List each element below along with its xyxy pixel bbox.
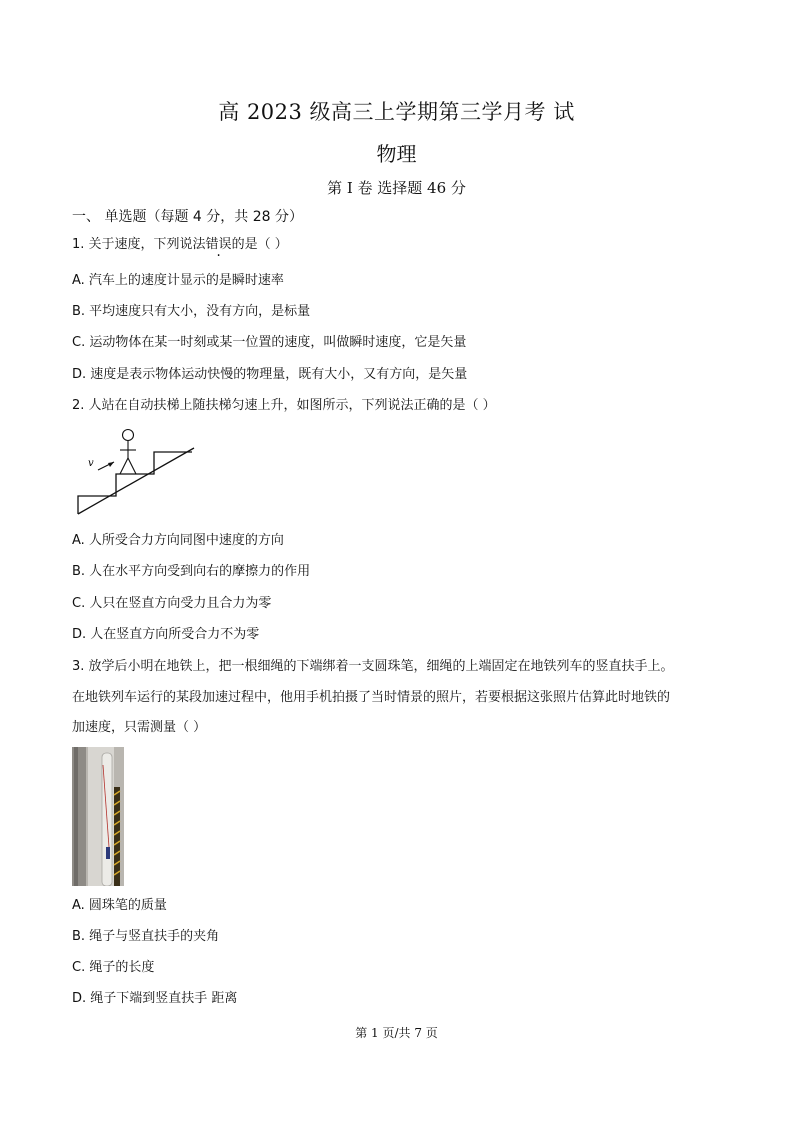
part-title: 第 I 卷 选择题 46 分 <box>327 179 466 197</box>
q1-stem-emphasis: 错误 <box>205 237 232 252</box>
question-1-stem <box>72 236 288 254</box>
velocity-label: v <box>88 458 94 469</box>
escalator-incline <box>78 448 194 514</box>
page-number: 第 1 页/共 7 页 <box>355 1026 438 1040</box>
q3-option-b: B. 绳子与竖直扶手的夹角 <box>72 929 220 944</box>
q1-option-c: C. 运动物体在某一时刻或某一位置的速度，叫做瞬时速度，它是矢量 <box>72 335 467 350</box>
q3-option-c: C. 绳子的长度 <box>72 960 155 975</box>
escalator-figure <box>74 428 200 518</box>
question-3-stem-line-3: 加速度，只需测量（ ） <box>72 720 207 735</box>
q3-option-a: A. 圆珠笔的质量 <box>72 898 167 913</box>
section-heading: 一、 单选题（每题 4 分，共 28 分） <box>72 209 303 225</box>
pen-icon <box>106 847 110 859</box>
q2-option-c: C. 人只在竖直方向受力且合力为零 <box>72 596 272 611</box>
person-head-icon <box>123 430 134 441</box>
person-left-leg <box>120 458 128 474</box>
q1-stem-after: 的是（ ） <box>231 237 288 252</box>
subway-photo <box>72 747 124 886</box>
person-right-leg <box>128 458 136 474</box>
q1-option-b: B. 平均速度只有大小，没有方向，是标量 <box>72 304 311 319</box>
q1-option-d: D. 速度是表示物体运动快慢的物理量，既有大小，又有方向，是矢量 <box>72 367 468 382</box>
q2-option-b: B. 人在水平方向受到向右的摩擦力的作用 <box>72 564 311 579</box>
q3-option-d: D. 绳子下端到竖直扶手 距离 <box>72 991 238 1006</box>
q1-stem-before: 1. 关于速度，下列说法 <box>72 237 206 252</box>
velocity-arrowhead-icon <box>108 462 114 467</box>
photo-wall-seam <box>74 747 78 886</box>
q2-option-a: A. 人所受合力方向同图中速度的方向 <box>72 533 284 548</box>
subject-title: 物理 <box>376 142 417 166</box>
question-3-stem-line-1: 3. 放学后小明在地铁上，把一根细绳的下端绑着一支圆珠笔，细绳的上端固定在地铁列车的竖直扶手上。 <box>72 659 674 674</box>
question-3-stem-line-2: 在地铁列车运行的某段加速过程中，他用手机拍摄了当时情景的照片，若要根据这张照片估算此时地铁的 <box>72 690 671 705</box>
q1-option-a: A. 汽车上的速度计显示的是瞬时速率 <box>72 273 284 288</box>
q2-option-d: D. 人在竖直方向所受合力不为零 <box>72 627 260 642</box>
exam-title: 高 2023 级高三上学期第三学月考 试 <box>218 100 575 124</box>
question-2-stem: 2. 人站在自动扶梯上随扶梯匀速上升，如图所示，下列说法正确的是（ ） <box>72 398 496 413</box>
